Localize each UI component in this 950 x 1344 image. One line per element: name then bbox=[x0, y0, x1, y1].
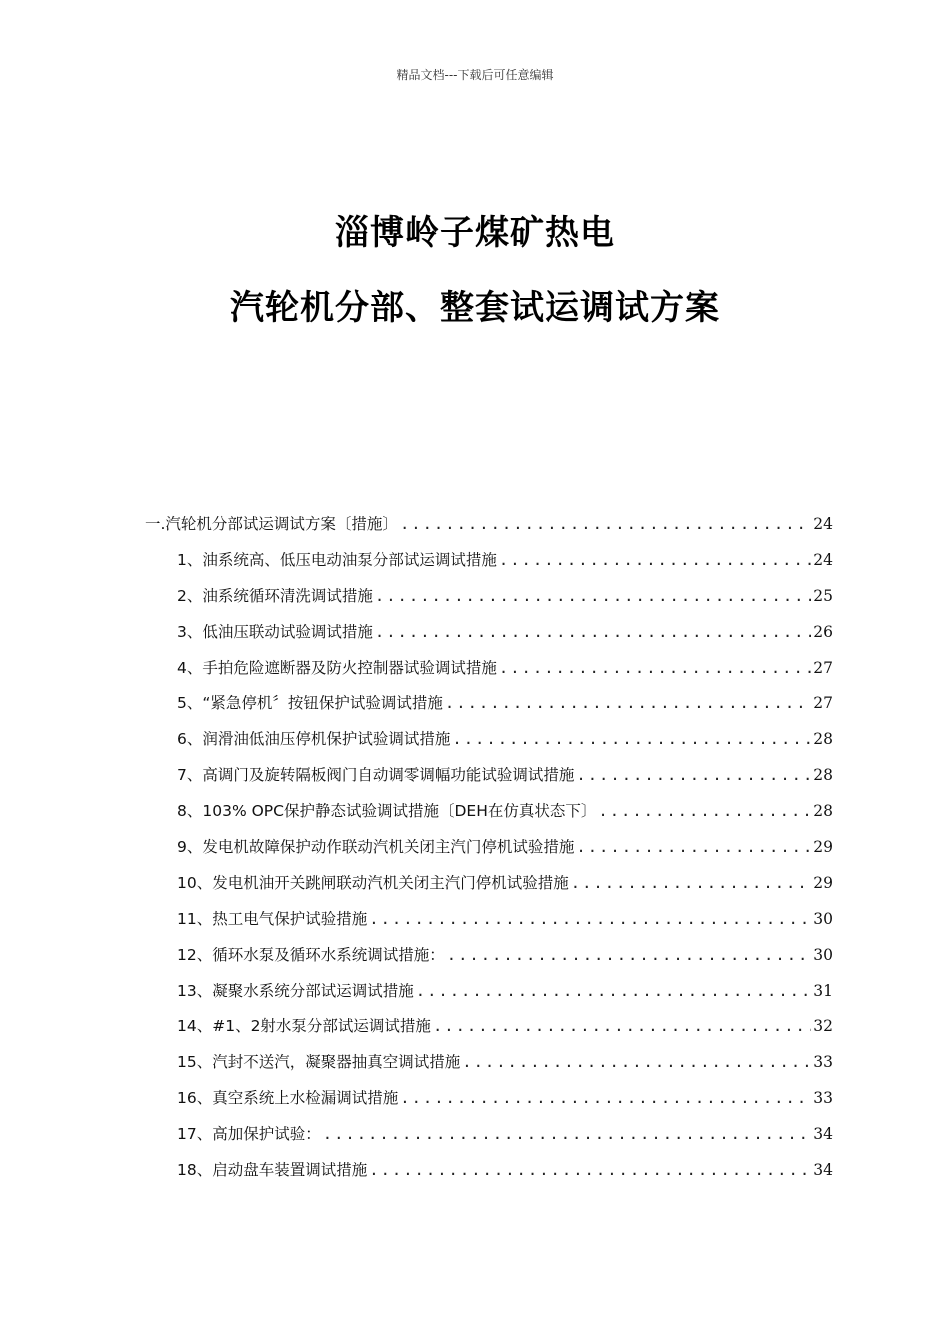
toc-entry-title: 8、103% OPC保护静态试验调试措施〔DEH在仿真状态下〕 bbox=[177, 802, 597, 821]
toc-entry-title: 13、凝聚水系统分部试运调试措施 bbox=[177, 981, 414, 1000]
toc-entry-page-number: 29 bbox=[813, 838, 833, 857]
toc-entry[interactable] bbox=[145, 1122, 833, 1158]
toc-entry-page-number: 33 bbox=[813, 1089, 833, 1108]
toc-dot-leader bbox=[375, 623, 811, 641]
toc-entry-page-number: 32 bbox=[813, 1017, 833, 1036]
toc-entry-title: 16、真空系统上水检漏调试措施 bbox=[177, 1089, 399, 1108]
toc-entry-title: 2、油系统循环清洗调试措施 bbox=[177, 586, 373, 605]
toc-entry-title: 6、润滑油低油压停机保护试验调试措施 bbox=[177, 730, 451, 749]
toc-dot-leader bbox=[571, 874, 812, 892]
toc-entry-title: 15、汽封不送汽，凝聚器抽真空调试措施 bbox=[177, 1053, 461, 1072]
toc-entry[interactable] bbox=[145, 1158, 833, 1194]
toc-entry-page-number: 34 bbox=[813, 1161, 833, 1180]
toc-dot-leader bbox=[375, 587, 811, 605]
toc-entry-title: 10、发电机油开关跳闸联动汽机关闭主汽门停机试验措施 bbox=[177, 873, 569, 892]
toc-entry[interactable] bbox=[145, 979, 833, 1015]
toc-dot-leader bbox=[447, 946, 812, 964]
toc-entry-title: 17、高加保护试验： bbox=[177, 1125, 321, 1144]
toc-entry-page-number: 30 bbox=[813, 909, 833, 928]
toc-entry[interactable] bbox=[145, 548, 833, 584]
toc-entry[interactable] bbox=[145, 1014, 833, 1050]
toc-entry[interactable] bbox=[145, 799, 833, 835]
toc-dot-leader bbox=[323, 1125, 812, 1143]
toc-dot-leader bbox=[576, 766, 811, 784]
toc-dot-leader bbox=[400, 1089, 811, 1107]
toc-entry-page-number: 28 bbox=[813, 730, 833, 749]
toc-entry-title: 11、热工电气保护试验措施 bbox=[177, 909, 368, 928]
toc-entry-page-number: 34 bbox=[813, 1125, 833, 1144]
toc-entry-page-number: 30 bbox=[813, 945, 833, 964]
toc-dot-leader bbox=[400, 515, 811, 533]
toc-dot-leader bbox=[598, 802, 811, 820]
toc-entry[interactable] bbox=[145, 620, 833, 656]
toc-entry-page-number: 31 bbox=[813, 981, 833, 1000]
toc-entry-page-number: 29 bbox=[813, 873, 833, 892]
toc-dot-leader bbox=[369, 910, 811, 928]
toc-entry[interactable] bbox=[145, 835, 833, 871]
toc-entry[interactable] bbox=[145, 907, 833, 943]
toc-entry[interactable] bbox=[145, 871, 833, 907]
toc-entry-page-number: 25 bbox=[813, 586, 833, 605]
toc-dot-leader bbox=[433, 1017, 811, 1035]
toc-entry[interactable] bbox=[145, 656, 833, 692]
toc-entry[interactable] bbox=[145, 691, 833, 727]
toc-entry[interactable] bbox=[145, 727, 833, 763]
toc-entry-page-number: 28 bbox=[813, 766, 833, 785]
toc-dot-leader bbox=[576, 838, 811, 856]
document-title-line-1: 淄博岭子煤矿热电 bbox=[335, 213, 615, 253]
toc-entry-title: 9、发电机故障保护动作联动汽机关闭主汽门停机试验措施 bbox=[177, 838, 575, 857]
toc-entry[interactable] bbox=[145, 1050, 833, 1086]
toc-dot-leader bbox=[416, 982, 812, 1000]
toc-entry-page-number: 27 bbox=[813, 694, 833, 713]
toc-entry-title: 1、油系统高、低压电动油泵分部试运调试措施 bbox=[177, 550, 497, 569]
toc-entry-title: 5、“紧急停机〞按钮保护试验调试措施 bbox=[177, 694, 443, 713]
toc-entry-page-number: 28 bbox=[813, 802, 833, 821]
toc-entry[interactable] bbox=[145, 1086, 833, 1122]
toc-dot-leader bbox=[462, 1053, 811, 1071]
toc-entry-title: 一.汽轮机分部试运调试方案〔措施〕 bbox=[145, 515, 398, 533]
toc-entry-title: 12、循环水泵及循环水系统调试措施： bbox=[177, 945, 445, 964]
toc-dot-leader bbox=[499, 551, 811, 569]
toc-entry-page-number: 33 bbox=[813, 1053, 833, 1072]
toc-entry[interactable] bbox=[145, 943, 833, 979]
toc-entry-page-number: 24 bbox=[813, 515, 833, 533]
toc-entry-title: 3、低油压联动试验调试措施 bbox=[177, 622, 373, 641]
toc-entry[interactable] bbox=[145, 763, 833, 799]
toc-dot-leader bbox=[445, 694, 811, 712]
toc-dot-leader bbox=[452, 730, 811, 748]
toc-entry-page-number: 27 bbox=[813, 658, 833, 677]
table-of-contents bbox=[145, 512, 833, 1194]
toc-entry[interactable] bbox=[145, 512, 833, 548]
toc-entry-title: 18、启动盘车装置调试措施 bbox=[177, 1161, 368, 1180]
toc-entry-page-number: 26 bbox=[813, 622, 833, 641]
toc-entry-page-number: 24 bbox=[813, 550, 833, 569]
header-note: 精品文档---下载后可任意编辑 bbox=[396, 68, 554, 82]
toc-entry-title: 14、#1、2射水泵分部试运调试措施 bbox=[177, 1017, 431, 1036]
toc-dot-leader bbox=[499, 659, 811, 677]
toc-entry-title: 7、高调门及旋转隔板阀门自动调零调幅功能试验调试措施 bbox=[177, 766, 575, 785]
toc-entry[interactable] bbox=[145, 584, 833, 620]
toc-entry-title: 4、手拍危险遮断器及防火控制器试验调试措施 bbox=[177, 658, 497, 677]
document-title-line-2: 汽轮机分部、整套试运调试方案 bbox=[230, 288, 720, 328]
toc-dot-leader bbox=[369, 1161, 811, 1179]
